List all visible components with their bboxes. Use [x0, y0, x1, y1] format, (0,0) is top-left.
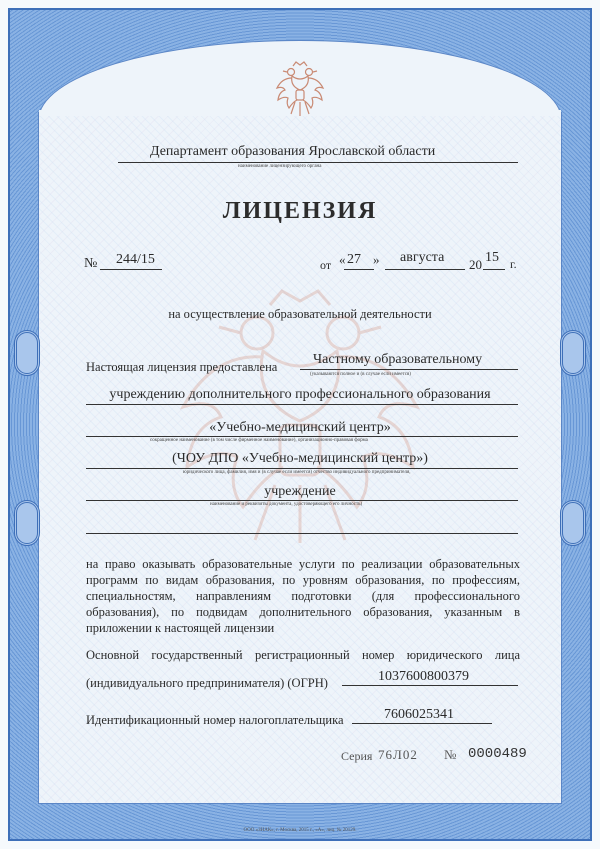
ogrn-label-a: Основной государственный регистрационный номер юридического лица — [86, 648, 520, 662]
date-quote-close: » — [373, 252, 380, 267]
inn-label: Идентификационный номер налогоплательщика — [86, 713, 344, 727]
field-underline — [86, 533, 518, 534]
double-headed-eagle-icon — [275, 60, 325, 118]
field-underline — [86, 468, 518, 469]
field-underline — [352, 723, 492, 724]
field-underline — [342, 685, 518, 686]
date-month: августа — [400, 250, 445, 265]
field-underline — [483, 269, 505, 270]
document-title: ЛИЦЕНЗИЯ — [222, 198, 378, 224]
field-underline — [118, 162, 518, 163]
date-quote-open: « — [339, 252, 346, 267]
date-year-suffix: 15 — [485, 250, 499, 265]
field-underline — [300, 369, 518, 370]
holder-name-line-3: «Учебно-медицинский центр» — [209, 420, 391, 435]
field-underline — [385, 269, 465, 270]
field-underline — [344, 269, 374, 270]
blank-number: 0000489 — [468, 746, 527, 762]
holder-name-line-2: учреждению дополнительного профессионального образования — [109, 387, 491, 402]
date-day: 27 — [347, 252, 361, 267]
holder-name-line-4: (ЧОУ ДПО «Учебно-медицинский центр») — [172, 451, 428, 466]
holder-caption-5: наименование и реквизиты документа, удостоверяющего его личность) — [210, 502, 363, 507]
field-underline — [86, 404, 518, 405]
license-number: 244/15 — [116, 252, 155, 267]
holder-name-line-1: Частному образовательному — [313, 352, 483, 367]
license-purpose: на осуществление образовательной деятельности — [168, 307, 432, 321]
blank-number-sign: № — [444, 747, 457, 762]
date-from-label: от — [320, 258, 332, 272]
holder-caption-3: сокращенное наименование (в том числе фирменное наименование), организационно-правовая форма — [150, 438, 368, 443]
inn-value: 7606025341 — [384, 707, 454, 722]
field-underline — [86, 436, 518, 437]
date-year-abbr: г. — [510, 257, 517, 271]
issuing-authority: Департамент образования Ярославской области — [150, 144, 436, 159]
number-sign: № — [84, 256, 98, 271]
series-value: 76Л02 — [378, 747, 418, 762]
ornament-knot — [14, 500, 40, 546]
holder-caption-1: (указываются полное и (в случае если имеется) — [310, 372, 411, 377]
ornament-knot — [560, 500, 586, 546]
ogrn-value: 1037600800379 — [378, 669, 469, 684]
field-underline — [86, 500, 518, 501]
holder-org-form: учреждение — [264, 484, 336, 499]
ornament-knot — [14, 330, 40, 376]
date-year-prefix: 20 — [469, 257, 482, 272]
field-underline — [100, 269, 162, 270]
ogrn-label-b: (индивидуального предпринимателя) (ОГРН) — [86, 676, 328, 690]
license-scope: на право оказывать образовательные услуги по реализации образовательных программ по видам образования, по уровням образования, по профессиям, специальностям, направлениям подготовки (для профессионального образования), по подвидам дополнительного образования, указанным в приложении к настоящей лицензии — [86, 557, 520, 635]
holder-caption-4: юридического лица, фамилия, имя и (в случае если имеется) отчество индивидуального предпринимателя, — [183, 470, 411, 475]
ornament-knot — [560, 330, 586, 376]
authority-caption: наименование лицензирующего органа — [238, 164, 322, 169]
granted-label: Настоящая лицензия предоставлена — [86, 360, 278, 374]
series-label: Серия — [341, 749, 373, 763]
printer-note: ООО «ЗНАК», г. Москва, 2015 г., «А», лиц. № 20129. — [243, 828, 357, 833]
